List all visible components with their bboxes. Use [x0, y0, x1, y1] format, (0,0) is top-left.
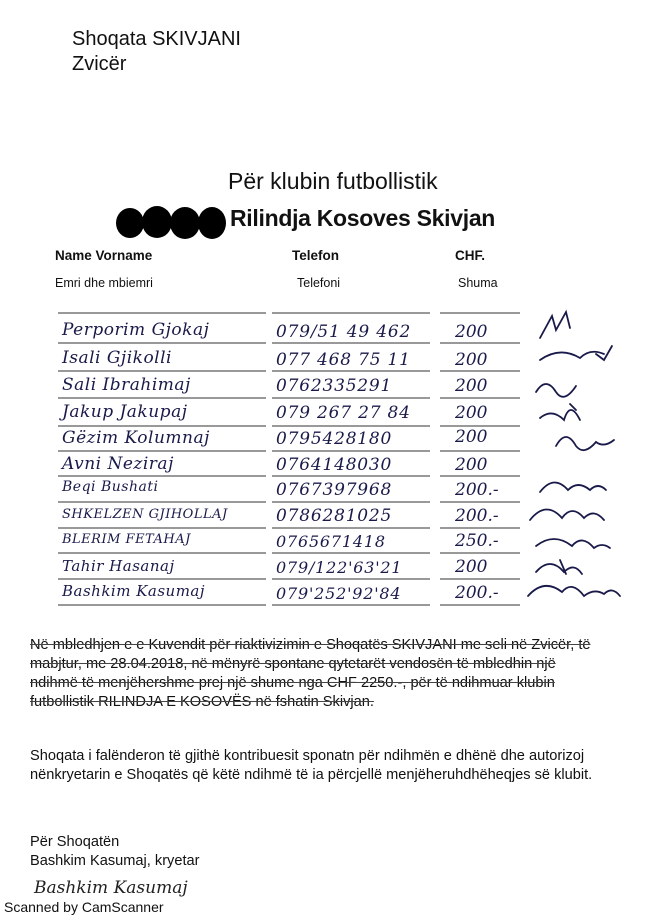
table-row-amount: 200	[455, 557, 488, 577]
subheader-name: Emri dhe mbiemri	[55, 276, 153, 290]
table-row-amount: 200	[455, 322, 488, 342]
table-row-phone: 0762335291	[276, 376, 393, 396]
table-row-phone: 079/51 49 462	[276, 322, 412, 342]
table-row-phone: 0765671418	[276, 532, 386, 551]
table-row-name: Tahir Hasanaj	[62, 557, 175, 575]
table-row-phone: 079'252'92'84	[276, 584, 402, 603]
table-row-name: Isali Gjikolli	[62, 348, 172, 368]
table-row-name: Gëzim Kolumnaj	[62, 428, 210, 448]
subheader-phone: Telefoni	[297, 276, 341, 290]
table-row-name: Jakup Jakupaj	[62, 402, 188, 422]
table-row-phone: 0767397968	[276, 480, 393, 500]
table-row-phone: 0764148030	[276, 455, 393, 475]
paragraph-meeting: Në mbledhjen e e Kuvendit për riaktivizimin e Shoqatës SKIVJANI me seli në Zvicër, të mabjtur, me 28.04.2018, në mënyrë spontane qytetarët vendosën të mbledhin një ndihmë të menjëhershme prej një shume nga CHF 2250.-, për të ndihmuar klubin futbollistik RILINDJA E KOSOVËS në fshatin Skivjan.	[30, 637, 591, 710]
table-row-phone: 0795428180	[276, 429, 393, 449]
paragraph-thanks: Shoqata i falënderon të gjithë kontribuesit sponatn për ndihmën e dhënë dhe autorizoj nënkryetarin e Shoqatës që këtë ndihmë të ia përcjellë menjëheruhdhëheqjes së klubit.	[30, 748, 593, 783]
closing-line: Për Shoqatën	[30, 834, 120, 850]
subheader-amount: Shuma	[458, 276, 498, 290]
table-row-amount: 200.-	[455, 506, 499, 526]
table-row-name: Avni Neziraj	[62, 454, 174, 474]
document-title: Për klubin futbollistik	[228, 168, 438, 194]
closing-block	[30, 833, 200, 871]
table-row-amount: 250.-	[455, 531, 499, 551]
president-line: Bashkim Kasumaj, kryetar	[30, 853, 200, 869]
club-name: Rilindja Kosoves Skivjan	[230, 205, 496, 231]
table-row-amount: 200.-	[455, 480, 499, 500]
table-row-name: BLERIM FETAHAJ	[62, 532, 191, 547]
signatures	[528, 312, 620, 596]
table-row-name: Beqi Bushati	[62, 479, 159, 495]
table-row-amount: 200	[455, 427, 488, 447]
table-row-name: SHKELZEN GJIHOLLAJ	[62, 507, 228, 522]
scanner-watermark: Scanned by CamScanner	[4, 899, 164, 915]
table-row-name: Perporim Gjokaj	[62, 320, 210, 340]
organization-name: Shoqata SKIVJANI	[72, 28, 241, 50]
table-row-amount: 200	[455, 350, 488, 370]
header-amount: CHF.	[455, 248, 485, 263]
table-row-name: Bashkim Kasumaj	[62, 582, 206, 600]
table-row-phone: 079/122'63'21	[276, 558, 403, 577]
table-row-amount: 200	[455, 455, 488, 475]
table-row-amount: 200	[455, 376, 488, 396]
organization-country: Zvicër	[72, 53, 127, 75]
header-name: Name Vorname	[55, 248, 153, 263]
table-row-phone: 077 468 75 11	[276, 350, 411, 370]
table-row-amount: 200.-	[455, 583, 499, 603]
table-row-name: Sali Ibrahimaj	[62, 375, 191, 395]
table-row-amount: 200	[455, 403, 488, 423]
header-phone: Telefon	[292, 248, 339, 263]
table-row-phone: 079 267 27 84	[276, 403, 411, 423]
table-row-phone: 0786281025	[276, 506, 393, 526]
president-signature: Bashkim Kasumaj	[34, 878, 188, 898]
